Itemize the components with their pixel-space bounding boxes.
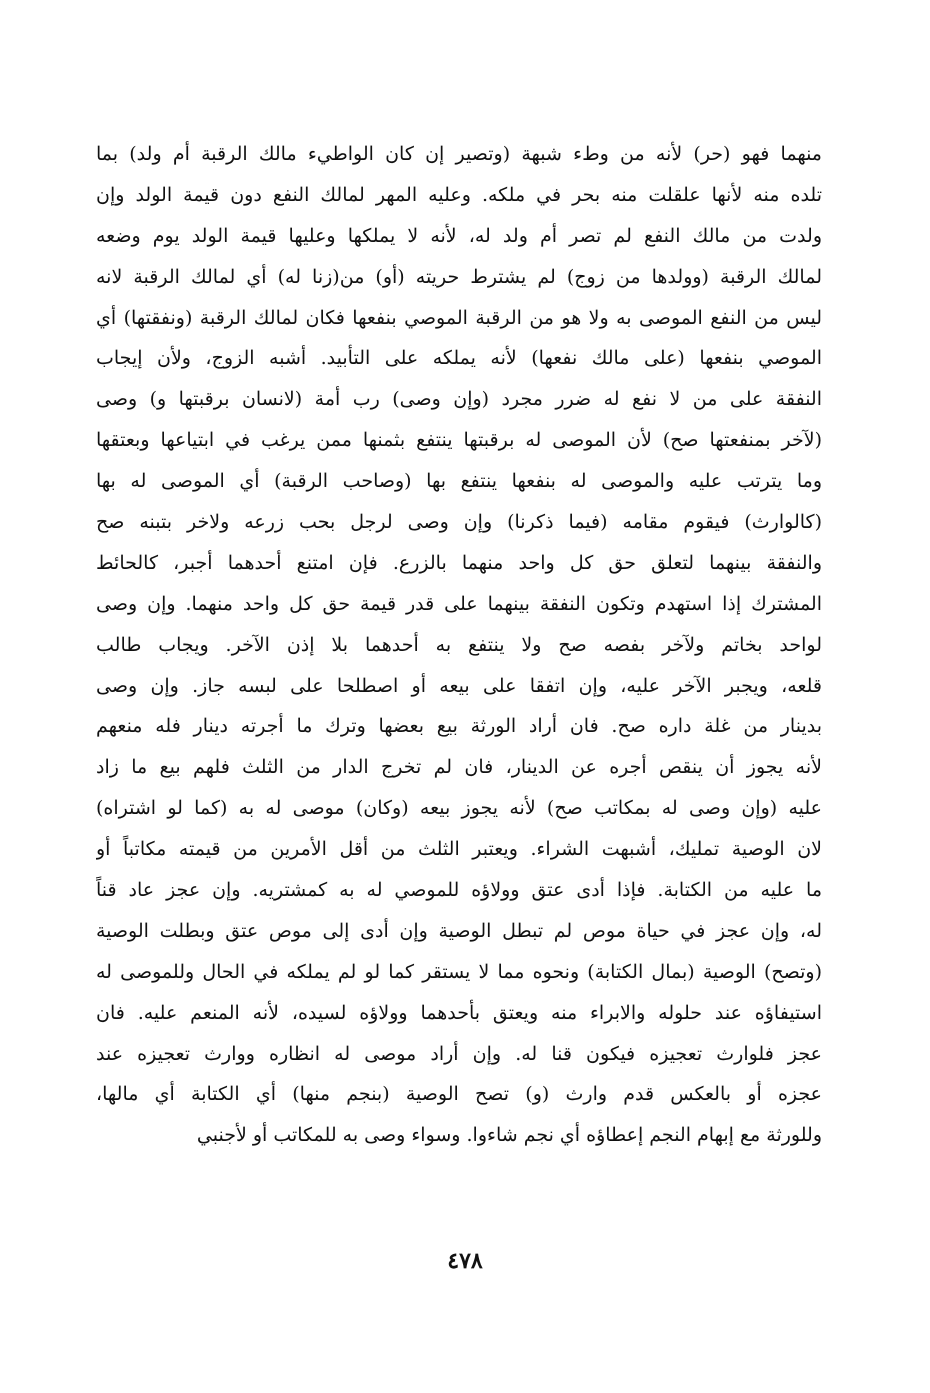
text-line: لأنه يجوز أن ينقص أجره عن الدينار، فان لم تخرج الدار من الثلث فلهم بيع ما زاد (96, 756, 822, 779)
text-line: منهما فهو (حر) لأنه من وطء شبهة (وتصير إن كان الواطيء مالك الرقبة أم ولد) بما (96, 143, 822, 165)
text-line: والنفقة بينهما لتعلق حق كل واحد منهما بالزرع. فإن امتنع أحدهما أجبر، كالحائط (96, 551, 822, 574)
text-line: عجز فلوارث تعجيزه فيكون قنا له. وإن أراد موصى له انظاره ووارث تعجيزه عند (96, 1042, 822, 1065)
text-line: النفقة على من لا نفع له ضرر مجرد (وإن وصى) رب أمة (لانسان برقبتها و) وصى (96, 388, 822, 411)
text-line: بدينار من غلة داره صح. فان أراد الورثة بيع بعضها وترك ما أجرته دينار فله منعهم (96, 715, 822, 738)
text-line: لواحد بخاتم ولآخر بفصه صح ولا ينتفع به أحدهما بلا إذن الآخر. ويجاب طالب (96, 633, 822, 656)
text-line: ما عليه من الكتابة. فإذا أدى عتق وولاؤه للموصي له به كمشتريه. وإن عجز عاد قناً (96, 879, 822, 902)
text-line: له، وإن عجز في حياة موص لم تبطل الوصية وإن أدى إلى موص عتق وبطلت الوصية (96, 919, 822, 942)
body-text (96, 134, 822, 1156)
text-line: الموصي بنفعها (على مالك نفعها) لأنه يملكه على التأبيد. أشبه الزوج، ولأن إيجاب (96, 347, 822, 370)
text-line: عليه (وإن وصى له بمكاتب صح) لأنه يجوز بيعه (وكان) موصى له به (كما لو اشتراه) (96, 797, 822, 820)
text-line: (وتصح) الوصية (بمال الكتابة) ونحوه مما لا يستقر كما لو لم يملكه في الحال وللموصى له (96, 960, 822, 983)
text-line: ليس من النفع الموصى به ولا هو من الرقبة الموصي بنفعها فكان لمالك الرقبة (ونفقتها) أي (96, 306, 822, 329)
text-line: قلعه، ويجبر الآخر عليه، وإن اتفقا على بيعه أو اصطلحا على لبسه جاز. وإن وصى (96, 674, 822, 697)
text-line: لان الوصية تمليك، أشبهت الشراء. ويعتبر الثلث من أقل الأمرين من قيمته مكاتباً أو (96, 838, 822, 861)
text-line: وللورثة مع إبهام النجم إعطاؤه أي نجم شاءوا. وسواء وصى به للمكاتب أو لأجنبي (196, 1124, 822, 1147)
text-line: عجزه أو بالعكس قدم وارث (و) تصح الوصية (بنجم منها) أي الكتابة أي مالها، (96, 1083, 822, 1106)
text-line: (كالوارث) فيقوم مقامه (فيما ذكرنا) وإن وصى لرجل بحب زرعه ولاخر بتبنه صح (96, 511, 822, 534)
text-line: (لآخر بمنفعتها صح) لأن الموصى له برقبتها ينتفع بثمنها ممن يرغب في ابتياعها وبعتقها (96, 429, 822, 452)
text-line: وما يترتب عليه والموصى له بنفعها ينتفع بها (وصاحب الرقبة) أي الموصى له بها (96, 470, 822, 493)
text-line: المشترك إذا استهدم وتكون النفقة بينهما على قدر قيمة حق كل واحد منهما. وإن وصى (96, 592, 822, 615)
text-line: استيفاؤه عند حلوله والابراء منه ويعتق بأحدهما وولاؤه لسيده، لأنه المنعم عليه. فان (96, 1001, 822, 1024)
text-line: تلده منه لأنها علقلت منه بحر في ملكه. وعليه المهر لمالك النفع دون قيمة الولد وإن (96, 183, 822, 206)
page-number: ٤٧٨ (447, 1248, 483, 1274)
text-line: لمالك الرقبة (وولدها من زوج) لم يشترط حريته (أو) من(زنا له) أي لمالك الرقبة لانه (96, 265, 822, 288)
text-line: ولدت من مالك النفع لم تصر أم ولد له، لأنه لا يملكها وعليها قيمة الولد يوم وضعه (96, 224, 822, 247)
